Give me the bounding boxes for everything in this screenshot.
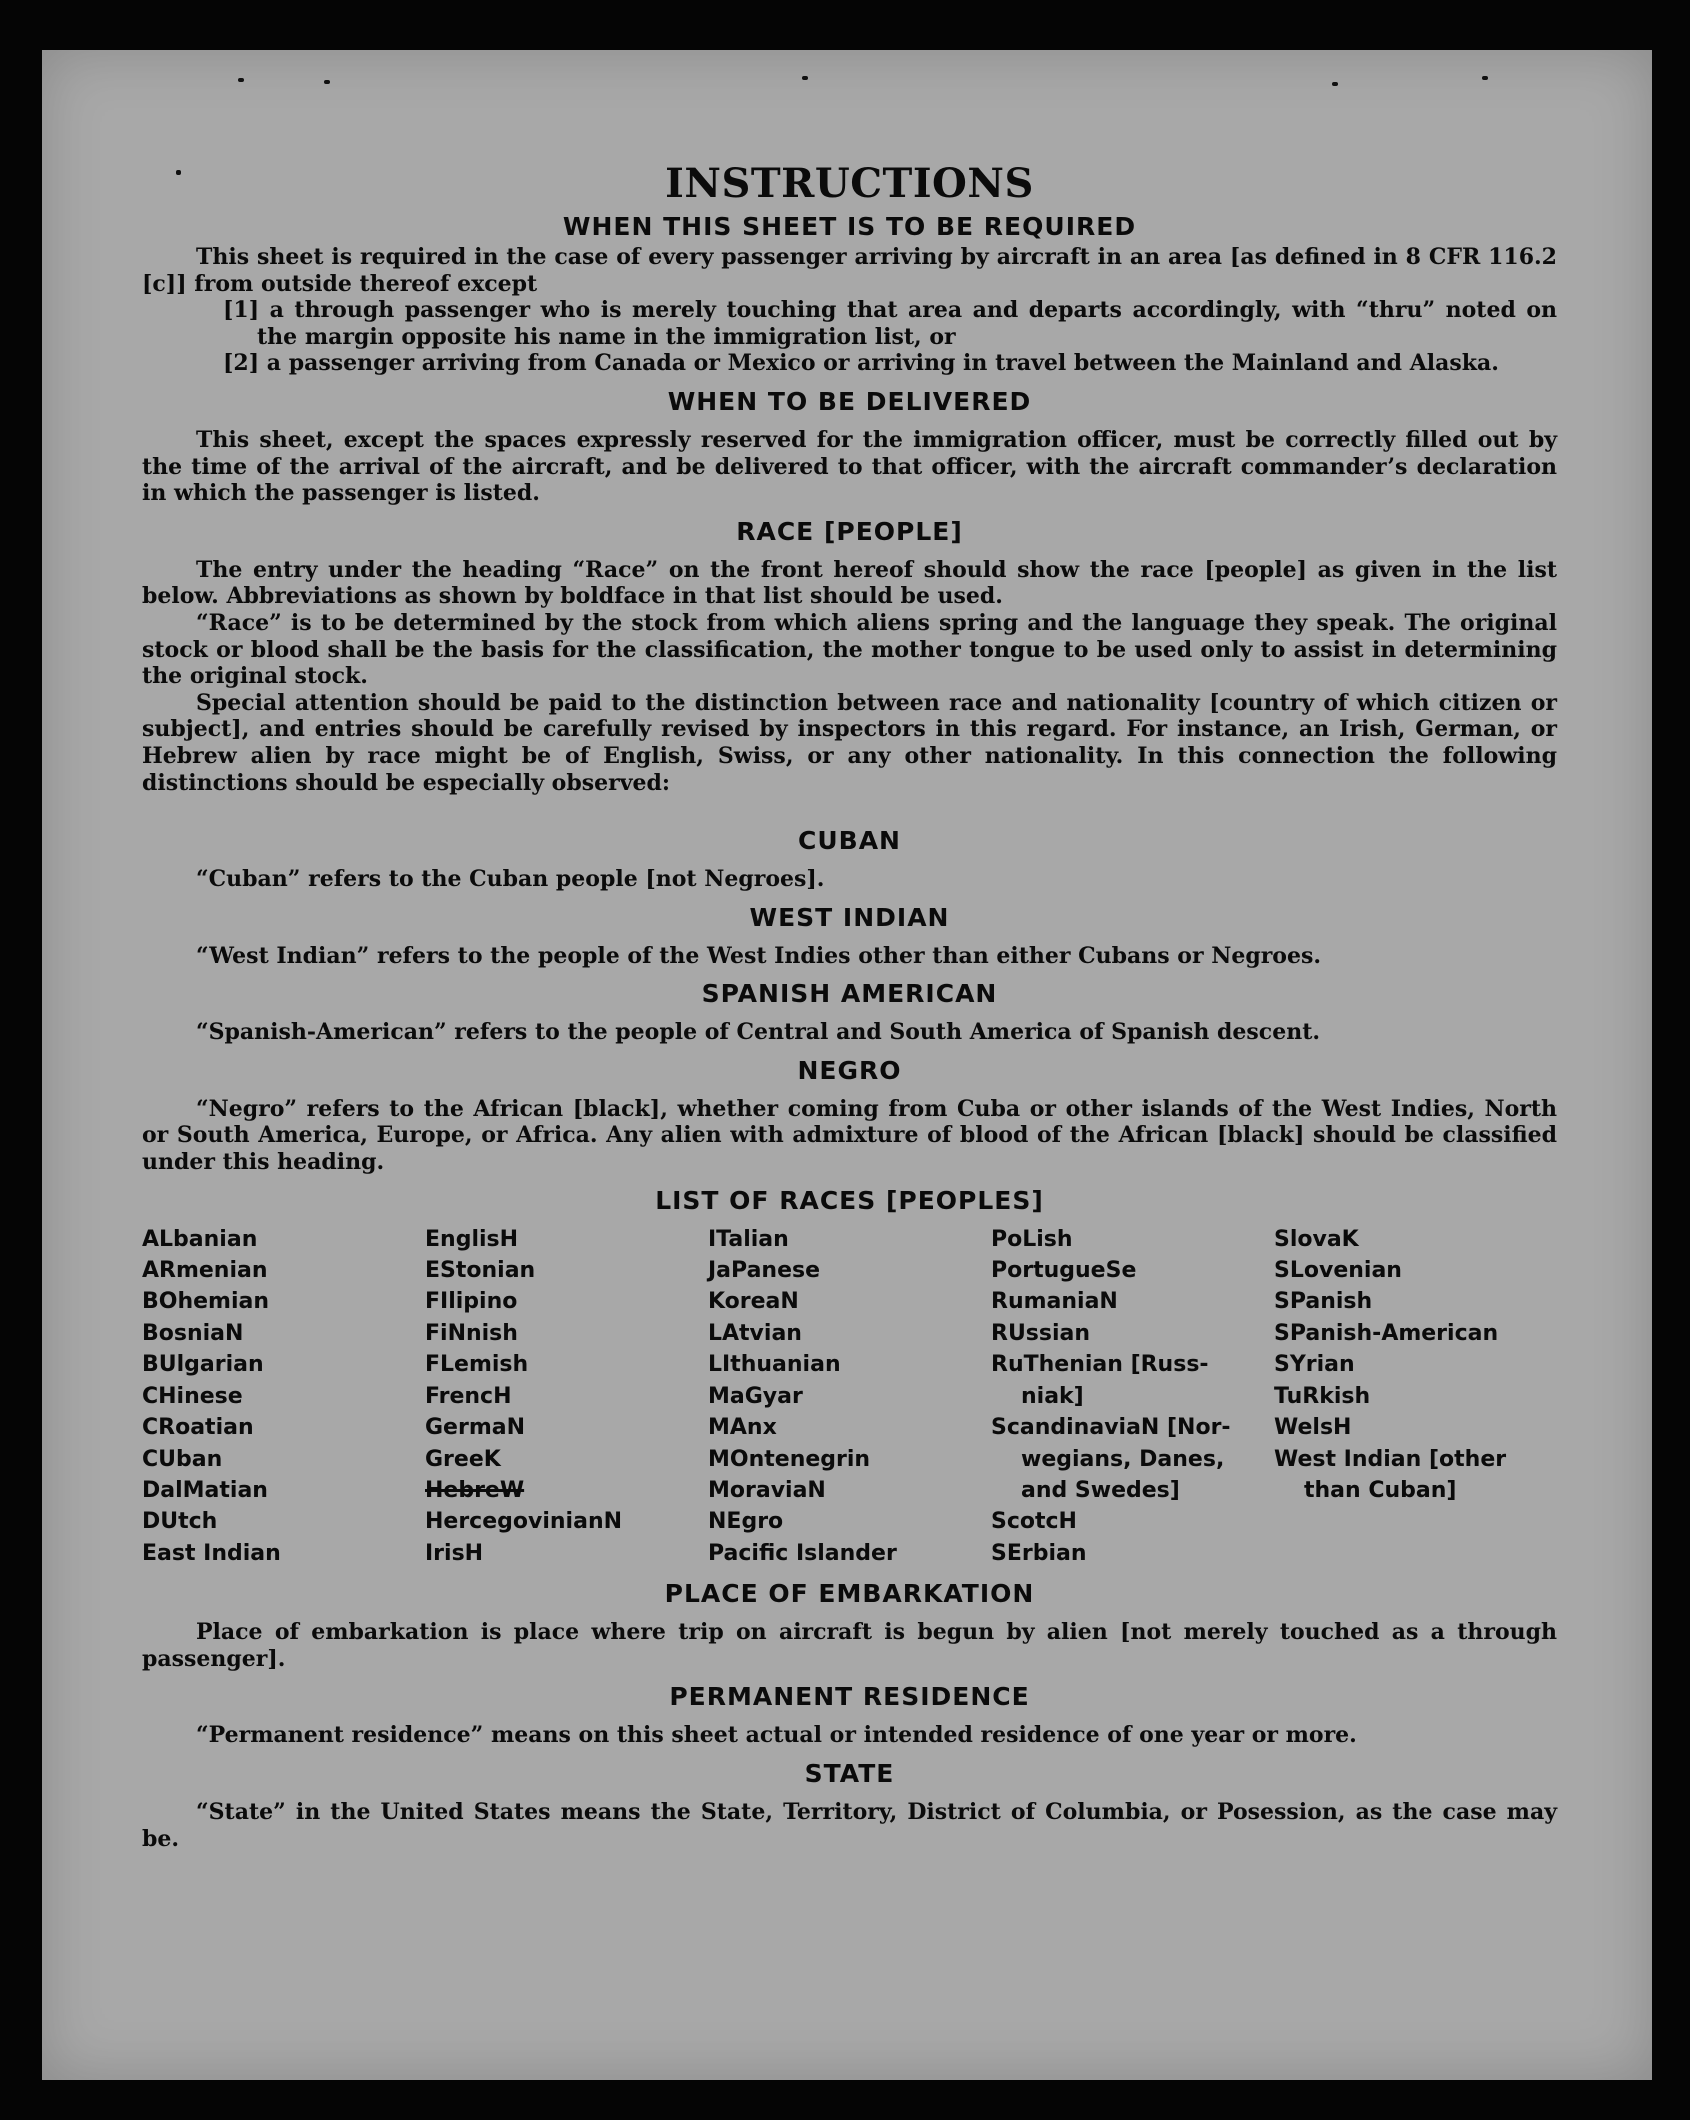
- race-item: CRoatian: [142, 1415, 254, 1441]
- document-sheet: [42, 50, 1652, 2080]
- state-paragraph: “State” in the United States means the State, Territory, District of Columbia, or Posession, as the case may be.: [142, 1798, 1557, 1852]
- race-item: MOntenegrin: [708, 1446, 871, 1472]
- section-heading-required: WHEN THIS SHEET IS TO BE REQUIRED: [562, 212, 1137, 241]
- section-heading-negro: NEGRO: [797, 1055, 902, 1085]
- race-item: KoreaN: [708, 1289, 799, 1315]
- race-item: IrisH: [425, 1540, 484, 1566]
- race-item: BosniaN: [142, 1320, 244, 1346]
- race-column-4: [991, 1224, 1274, 1569]
- race-item: RumaniaN: [991, 1289, 1118, 1315]
- race-item: ScotcH: [991, 1509, 1077, 1535]
- race-item: GermaN: [425, 1415, 526, 1441]
- race-item: ARmenian: [142, 1258, 268, 1284]
- west-indian-paragraph: “West Indian” refers to the people of the West Indies other than either Cubans or Negroes.: [196, 942, 1322, 969]
- race-item: SlovaK: [1274, 1226, 1359, 1252]
- race-item: FIlipino: [425, 1289, 518, 1315]
- race-item: SPanish-American: [1274, 1320, 1499, 1346]
- race-item: BUlgarian: [142, 1352, 264, 1378]
- section-heading-embarkation: PLACE OF EMBARKATION: [664, 1579, 1035, 1609]
- race-item: PortugueSe: [991, 1258, 1137, 1284]
- race-item: MoraviaN: [708, 1477, 826, 1503]
- race-item: WelsH: [1274, 1415, 1352, 1441]
- race-item: LAtvian: [708, 1320, 802, 1346]
- section-heading-spanish-american: SPANISH AMERICAN: [701, 979, 998, 1009]
- race-item: DUtch: [142, 1509, 218, 1535]
- race-item: West Indian [other: [1274, 1446, 1507, 1472]
- race-item: SPanish: [1274, 1289, 1373, 1315]
- negro-paragraph: “Negro” refers to the African [black], whether coming from Cuba or other islands of the West Indies, North or South America, Europe, or Africa. Any alien with admixture of blood of the African [black] should be classified under this heading.: [142, 1095, 1557, 1176]
- race-item: SLovenian: [1274, 1258, 1402, 1284]
- exception-2: [2] a passenger arriving from Canada or Mexico or arriving in travel between the Mainland and Alaska.: [223, 350, 1499, 377]
- race-column-3: [708, 1224, 991, 1569]
- race-item: MAnx: [708, 1415, 777, 1441]
- race-item: FiNnish: [425, 1320, 518, 1346]
- race-item: RUssian: [991, 1320, 1091, 1346]
- section-heading-cuban: CUBAN: [798, 826, 901, 856]
- section-heading-state: STATE: [804, 1758, 895, 1788]
- race-item-struck-out: HebreW: [425, 1477, 525, 1503]
- race-item: GreeK: [425, 1446, 501, 1472]
- permanent-residence-paragraph: “Permanent residence” means on this sheet actual or intended residence of one year or more.: [196, 1722, 1357, 1749]
- race-item-continuation: and Swedes]: [1021, 1477, 1180, 1503]
- race-item: NEgro: [708, 1509, 784, 1535]
- race-item: PoLish: [991, 1226, 1073, 1252]
- race-item: SErbian: [991, 1540, 1087, 1566]
- exception-1: [1] a through passenger who is merely touching that area and departs accordingly, with “thru” noted on the margin opposite his name in the immigration list, or: [223, 297, 1557, 350]
- race-item: RuThenian [Russ-: [991, 1352, 1209, 1378]
- section-heading-permanent-residence: PERMANENT RESIDENCE: [669, 1682, 1030, 1712]
- race-item: Pacific Islander: [708, 1540, 897, 1566]
- race-column-2: [425, 1224, 708, 1569]
- race-item: East Indian: [142, 1540, 281, 1566]
- required-paragraph: This sheet is required in the case of every passenger arriving by aircraft in an area [as defined in 8 CFR 116.2 [c]] from outside thereof except: [142, 244, 1557, 297]
- instructions-content: [142, 158, 1557, 1852]
- spanish-american-paragraph: “Spanish-American” refers to the people of Central and South America of Spanish descent.: [196, 1019, 1321, 1046]
- race-list-table: [142, 1224, 1557, 1569]
- race-item-continuation: wegians, Danes,: [1021, 1446, 1225, 1472]
- section-heading-race: RACE [PEOPLE]: [736, 516, 963, 546]
- race-column-1: [142, 1224, 425, 1569]
- race-list-heading: LIST OF RACES [PEOPLES]: [655, 1185, 1044, 1215]
- section-heading-west-indian: WEST INDIAN: [749, 902, 950, 932]
- race-item: LIthuanian: [708, 1352, 841, 1378]
- race-item: EnglisH: [425, 1226, 519, 1252]
- embarkation-paragraph: Place of embarkation is place where trip on aircraft is begun by alien [not merely touched as a through passenger].: [142, 1619, 1557, 1672]
- race-item: DalMatian: [142, 1477, 268, 1503]
- race-paragraph-2: “Race” is to be determined by the stock from which aliens spring and the language they speak. The original stock or blood shall be the basis for the classification, the mother tongue to be used only to assist in determining the original stock.: [142, 609, 1557, 690]
- race-item: EStonian: [425, 1258, 536, 1284]
- race-item: MaGyar: [708, 1383, 803, 1409]
- race-item-continuation: niak]: [1021, 1383, 1084, 1409]
- race-item: SYrian: [1274, 1352, 1355, 1378]
- race-paragraph-1: The entry under the heading “Race” on the front hereof should show the race [people] as given in the list below. Abbreviations as shown by boldface in that list should be used.: [142, 556, 1557, 610]
- race-item: ALbanian: [142, 1226, 258, 1252]
- page-title: INSTRUCTIONS: [665, 160, 1034, 207]
- delivered-paragraph: This sheet, except the spaces expressly reserved for the immigration officer, must be correctly filled out by the time of the arrival of the aircraft, and be delivered to that officer, with the aircraft commander’s declaration in which the passenger is listed.: [142, 426, 1557, 507]
- section-heading-delivered: WHEN TO BE DELIVERED: [667, 386, 1032, 416]
- race-item: BOhemian: [142, 1289, 270, 1315]
- race-paragraph-3: Special attention should be paid to the distinction between race and nationality [country of which citizen or subject], and entries should be carefully revised by inspectors in this regard. For instance, an Irish, German, or Hebrew alien by race might be of English, Swiss, or any other nationality. In this connection the following distinctions should be especially observed:: [142, 689, 1557, 796]
- race-item: HercegovinianN: [425, 1509, 623, 1535]
- race-item: ITalian: [708, 1226, 789, 1252]
- race-item: JaPanese: [708, 1258, 821, 1284]
- race-column-5: [1274, 1224, 1557, 1569]
- cuban-paragraph: “Cuban” refers to the Cuban people [not Negroes].: [196, 866, 825, 893]
- race-item: FLemish: [425, 1352, 529, 1378]
- race-item: CUban: [142, 1446, 223, 1472]
- race-item: ScandinaviaN [Nor-: [991, 1415, 1231, 1441]
- race-item: FrencH: [425, 1383, 512, 1409]
- race-item: TuRkish: [1274, 1383, 1371, 1409]
- race-item: CHinese: [142, 1383, 243, 1409]
- race-item-continuation: than Cuban]: [1304, 1477, 1457, 1503]
